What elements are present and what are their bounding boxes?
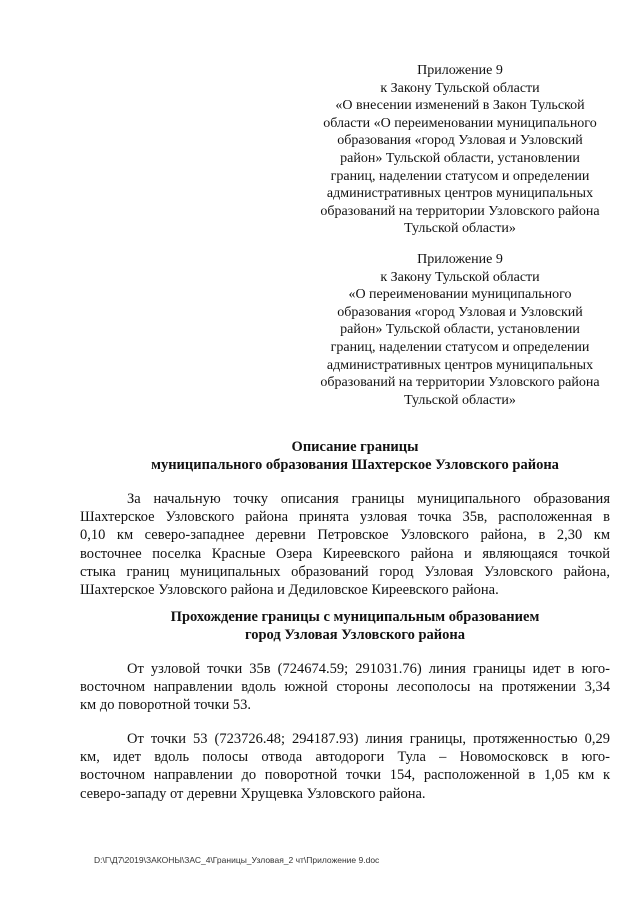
appendix-line: границ, наделении статусом и определении [330, 339, 590, 355]
section-title [60, 438, 640, 474]
appendix-line: образований на территории Узловского района [320, 375, 600, 391]
paragraph-line: км, идет вдоль полосы отвода автодороги Тула – Новомосковск в юго- [80, 749, 610, 766]
appendix-line: Тульской области» [404, 221, 516, 237]
appendix-line: «О внесении изменений в Закон Тульской [335, 98, 585, 114]
appendix-line: границ, наделении статусом и определении [330, 168, 590, 184]
appendix-line: Тульской области» [404, 392, 516, 408]
appendix-line: административных центров муниципальных [326, 357, 594, 373]
section-title-line: Описание границы [291, 439, 419, 455]
appendix-line: Приложение 9 [417, 63, 503, 78]
paragraph-line: км до поворотной точки 53. [80, 697, 252, 714]
paragraph-line: За начальную точку описания границы муниципального образования [127, 491, 610, 507]
appendix-line: к Закону Тульской области [380, 80, 540, 96]
appendix-line: образования «город Узловая и Узловский [337, 304, 583, 320]
paragraph-line: 0,10 км северо-западнее деревни Петровское Узловского района, в 2,30 км [80, 527, 610, 544]
paragraph-line: От точки 53 (723726.48; 294187.93) линия границы, протяженностью 0,29 [127, 731, 610, 747]
appendix-line: «О переименовании муниципального [348, 287, 572, 303]
paragraph-line: Шахтерское Узловского района и Дедиловское Киреевского района. [80, 582, 499, 599]
paragraph-line: восточнее поселка Красные Озера Киреевского района и являющаяся точкой [80, 545, 610, 562]
appendix-line: район» Тульской области, установлении [340, 150, 580, 166]
paragraph-line: северо-западу от деревни Хрущевка Узловского района. [80, 785, 426, 802]
appendix-line: к Закону Тульской области [380, 269, 540, 285]
appendix-header-original [305, 251, 615, 409]
paragraph-line: восточном направлении вдоль южной стороны лесополосы на протяжении 3,34 [80, 679, 610, 696]
section-title-line: муниципального образования Шахтерское Узловского района [151, 457, 559, 473]
paragraph-line: От узловой точки 35в (724674.59; 291031.76) линия границы идет в юго- [127, 661, 610, 677]
paragraph-line: стыка границ муниципальных образований город Узловая Узловского района, [80, 563, 610, 580]
footer-file-path: D:\Г\Д7\2019\ЗАКОНЫ\ЗАС_4\Границы_Узловая_2 чт\Приложение 9.doc [94, 855, 380, 865]
intro-paragraph [80, 490, 610, 599]
paragraph-line: восточном направлении до поворотной точки 154, расположенной в 1,05 км к [80, 767, 610, 784]
paragraph-point-53 [80, 730, 610, 803]
appendix-header-current [305, 62, 615, 238]
subsection-title [60, 608, 640, 644]
subsection-title-line: Прохождение границы с муниципальным образованием [170, 609, 540, 625]
paragraph-point-35v [80, 660, 610, 715]
subsection-title-line: город Узловая Узловского района [245, 627, 465, 643]
appendix-line: административных центров муниципальных [326, 186, 594, 202]
appendix-line: Приложение 9 [417, 252, 503, 267]
appendix-line: области «О переименовании муниципального [323, 115, 597, 131]
appendix-line: образований на территории Узловского района [320, 203, 600, 219]
appendix-line: образования «город Узловая и Узловский [337, 133, 583, 149]
appendix-line: район» Тульской области, установлении [340, 322, 580, 338]
paragraph-line: Шахтерское Узловского района принята узловая точка 35в, расположенная в [80, 509, 610, 526]
